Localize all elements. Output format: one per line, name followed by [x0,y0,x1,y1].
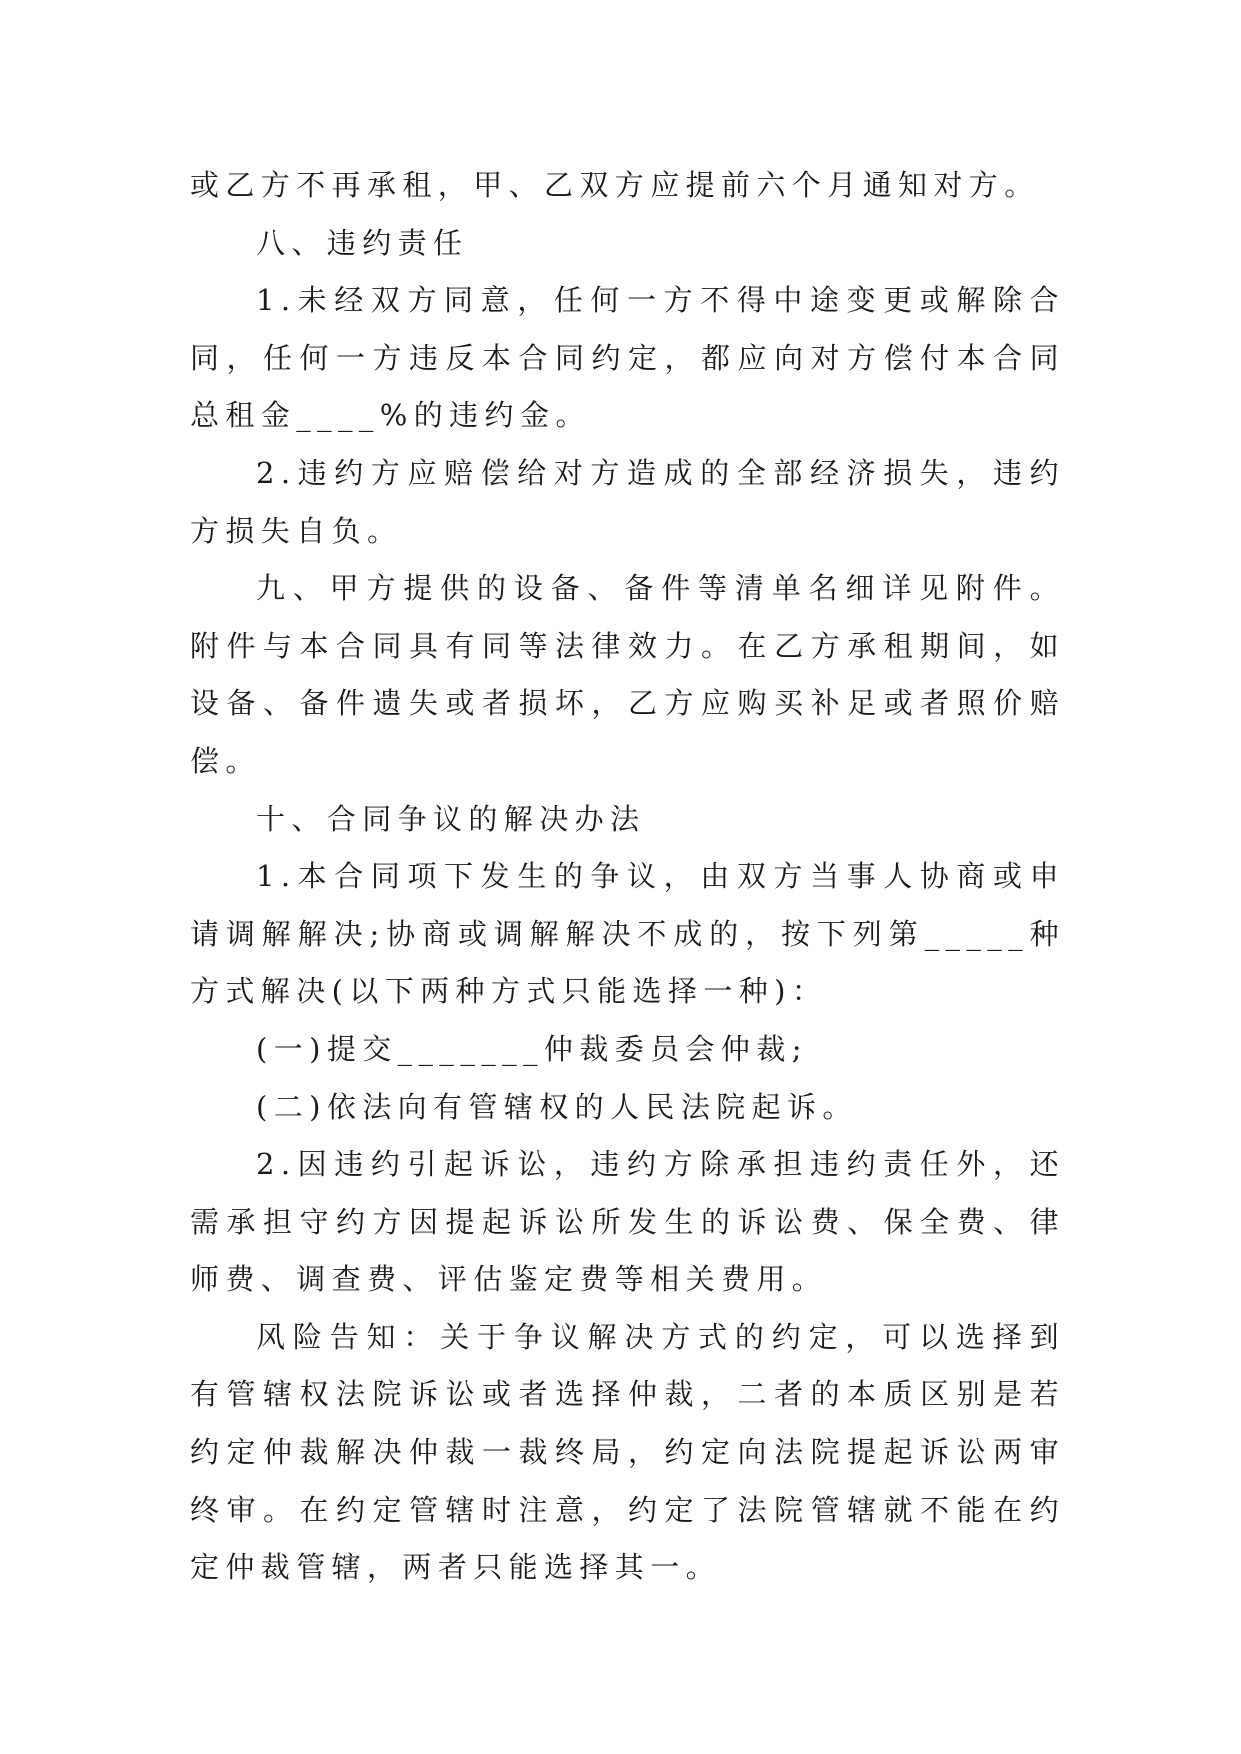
paragraph-option-litigation: (二)依法向有管辖权的人民法院起诉。 [256,1089,858,1124]
section-heading-dispute-resolution: 十、合同争议的解决办法 [256,801,646,836]
paragraph-dispute-clause-2: 2.因违约引起诉讼，违约方除承担违约责任外，还需承担守约方因提起诉讼所发生的诉讼费、保全费、律师费、调查费、评估鉴定费等相关费用。 [190,1147,1065,1297]
paragraph-risk-notice: 风险告知：关于争议解决方式的约定，可以选择到有管辖权法院诉讼或者选择仲裁，二者的本质区别是若约定仲裁解决仲裁一裁终局，约定向法院提起诉讼两审终审。在约定管辖时注意，约定了法院管辖就不能在约定仲裁管辖，两者只能选择其一。 [190,1319,1065,1585]
paragraph-breach-clause-2: 2.违约方应赔偿给对方造成的全部经济损失，违约方损失自负。 [190,455,1065,548]
paragraph-breach-clause-1: 1.未经双方同意，任何一方不得中途变更或解除合同，任何一方违反本合同约定，都应向对方偿付本合同总租金____%的违约金。 [190,283,1065,433]
paragraph-continuation: 或乙方不再承租，甲、乙双方应提前六个月通知对方。 [190,168,1040,202]
paragraph-equipment-list: 九、甲方提供的设备、备件等清单名细详见附件。附件与本合同具有同等法律效力。在乙方承租期间，如设备、备件遗失或者损坏，乙方应购买补足或者照价赔偿。 [190,571,1065,778]
document-body [190,157,1065,1597]
paragraph-dispute-clause-1: 1.本合同项下发生的争议，由双方当事人协商或申请调解解决;协商或调解解决不成的，按下列第_____种方式解决(以下两种方式只能选择一种)： [190,859,1065,1009]
paragraph-option-arbitration: (一)提交_______仲裁委员会仲裁; [256,1031,808,1066]
section-heading-breach-liability: 八、违约责任 [256,225,469,260]
